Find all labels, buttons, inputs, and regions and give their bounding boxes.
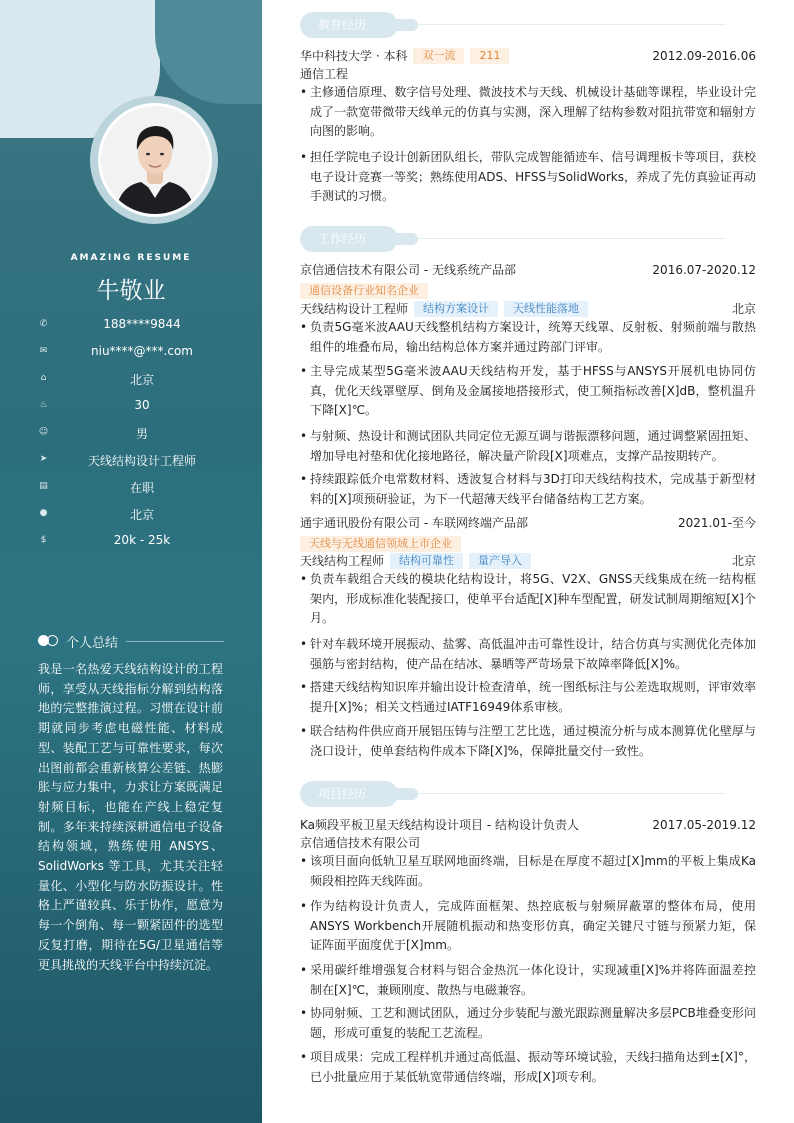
job-company-row <box>300 514 756 532</box>
summary-text: 我是一名热爱天线结构设计的工程师，享受从天线指标分解到结构落地的完整推演过程。习惯在设计前期就同步考虑电磁性能、材料成型、装配工艺与可靠性要求，每次出图前都会重新核算公差链、热膨胀与应力集中，力求让方案既满足射频目标，也能在产线上稳定复制。多年来持续深耕通信电子设备结构领域，熟练使用 ANSYS、SolidWorks 等工具，尤其关注轻量化、小型化与防水防振设计。性格上严谨较真、乐于协作，愿意为每一个倒角、每一颗紧固件的选型反复打磨，期待在5G/卫星通信等更具挑战的天线平台中持续沉淀。 <box>38 662 223 972</box>
list-item: • 主导完成某型5G毫米波AAU天线结构开发，基于HFSS与ANSYS开展机电协同仿真，优化天线罩壁厚、倒角及金属接地搭接形式，使工频指标改善[X]dB，整机温升下降[X]℃。 <box>300 362 756 421</box>
phone-value: 188****9844 <box>103 317 181 331</box>
school-tag: 211 <box>470 48 509 64</box>
dots-icon <box>38 635 58 646</box>
info-phone <box>38 317 228 335</box>
tagline: AMAZING RESUME <box>70 253 192 263</box>
location-value: 北京 <box>129 508 154 522</box>
info-target-role <box>38 452 228 470</box>
education-major: 通信工程 <box>300 67 349 81</box>
industry-tag: 通信设备行业知名企业 <box>300 283 428 299</box>
section-title: 教育经历 <box>300 12 398 38</box>
avatar <box>98 103 212 217</box>
job-role-row <box>300 552 756 570</box>
company-name: 通宇通讯股份有限公司 - 车联网终端产品部 <box>300 516 528 530</box>
send-icon: ➤ <box>39 454 48 464</box>
phone-icon: ✆ <box>39 319 48 329</box>
list-item: • 作为结构设计负责人，完成阵面框架、热控底板与射频屏蔽罩的整体布局，使用ANSYS Workbench开展随机振动和热变形仿真，确定关键尺寸链与预紧力矩，保证阵面平面度优于[X]mm。 <box>300 897 756 956</box>
project-name-row <box>300 816 756 834</box>
job-industry-row <box>300 535 756 553</box>
section-header-work <box>300 226 756 252</box>
list-item: • 担任学院电子设计创新团队组长，带队完成智能循迹车、信号调理板卡等项目，获校电子设计竞赛一等奖；熟练使用ADS、HFSS与SolidWorks，养成了先仿真验证再动手测试的习惯。 <box>300 148 756 207</box>
target-role-value: 天线结构设计工程师 <box>87 454 196 468</box>
education-period: 2012.09-2016.06 <box>652 49 756 63</box>
divider <box>418 793 726 794</box>
school-name: 华中科技大学 · 本科 <box>300 49 408 63</box>
info-gender <box>38 425 228 443</box>
project-org: 京信通信技术有限公司 <box>300 836 421 850</box>
job-period: 2016.07-2020.12 <box>652 263 756 277</box>
info-status <box>38 479 228 497</box>
project-name: Ka频段平板卫星天线结构设计项目 - 结构设计负责人 <box>300 818 579 832</box>
sidebar <box>0 0 262 1123</box>
candidate-name: 牛敬业 <box>96 278 166 304</box>
home-icon: ⌂ <box>40 373 47 383</box>
hometown-value: 北京 <box>129 373 154 387</box>
list-item: • 采用碳纤维增强复合材料与铝合金热沉一体化设计，实现减重[X]%并将阵面温差控制在[X]℃，兼顾刚度、散热与电磁兼容。 <box>300 961 756 1000</box>
project-period: 2017.05-2019.12 <box>652 818 756 832</box>
skill-tag: 结构方案设计 <box>414 301 498 317</box>
section-header-education <box>300 12 756 38</box>
gender-value: 男 <box>135 427 148 441</box>
section-header-projects <box>300 781 756 807</box>
salary-value: 20k - 25k <box>113 533 171 547</box>
info-salary <box>38 533 228 551</box>
list-item: • 负责车载组合天线的模块化结构设计，将5G、V2X、GNSS天线集成在统一结构框架内，形成标准化装配接口，使单平台适配[X]种车型配置，研发试制周期缩短[X]个月。 <box>300 570 756 629</box>
list-item: • 针对车载环境开展振动、盐雾、高低温冲击可靠性设计，结合仿真与实测优化壳体加强筋与密封结构，使产品在结冰、暴晒等严苛场景下故障率降低[X]%。 <box>300 635 756 674</box>
list-item: • 联合结构件供应商开展铝压铸与注塑工艺比选，通过模流分析与成本测算优化壁厚与浇口设计，使单套结构件成本下降[X]%，保障批量交付一致性。 <box>300 722 756 761</box>
list-item: • 持续跟踪低介电常数材料、透波复合材料与3D打印天线结构技术，完成基于新型材料的[X]项预研验证，为下一代超薄天线平台储备结构工艺方案。 <box>300 470 756 509</box>
info-location <box>38 506 228 524</box>
skill-tag: 量产导入 <box>469 553 531 569</box>
job-role: 天线结构工程师 <box>300 554 385 568</box>
age-value: 30 <box>134 398 150 412</box>
school-tag: 双一流 <box>413 48 464 64</box>
sidebar-decoration <box>155 0 262 104</box>
money-icon: $ <box>40 535 47 545</box>
list-item: • 该项目面向低轨卫星互联网地面终端，目标是在厚度不超过[X]mm的平板上集成Ka频段相控阵天线阵面。 <box>300 852 756 891</box>
skill-tag: 结构可靠性 <box>390 553 463 569</box>
job-role: 天线结构设计工程师 <box>300 302 409 316</box>
list-item: • 搭建天线结构知识库并输出设计检查清单，统一图纸标注与公差选取规则，评审效率提升[X]%；相关文档通过IATF16949体系审核。 <box>300 678 756 717</box>
list-item: • 协同射频、工艺和测试团队，通过分步装配与激光跟踪测量解决多层PCB堆叠变形问题，形成可重复的装配工艺流程。 <box>300 1004 756 1043</box>
summary-title: 个人总结 <box>66 636 119 651</box>
list-item: • 负责5G毫米波AAU天线整机结构方案设计，统筹天线罩、反射板、射频前端与散热组件的堆叠布局，输出结构总体方案并通过跨部门评审。 <box>300 318 756 357</box>
briefcase-icon: ▤ <box>39 481 48 491</box>
list-item: • 项目成果：完成工程样机并通过高低温、振动等环境试验，天线扫描角达到±[X]°，已小批量应用于某低轨宽带通信终端，形成[X]项专利。 <box>300 1048 756 1087</box>
company-name: 京信通信技术有限公司 - 无线系统产品部 <box>300 263 516 277</box>
job-role-row <box>300 300 756 318</box>
skill-tag: 天线性能落地 <box>504 301 588 317</box>
cake-icon: ♨ <box>39 400 48 410</box>
gender-icon: ☺ <box>38 427 49 437</box>
job-city: 北京 <box>731 554 756 568</box>
mail-icon: ✉ <box>39 346 48 356</box>
list-item: • 主修通信原理、数字信号处理、微波技术与天线、机械设计基础等课程，毕业设计完成了一款宽带微带天线单元的仿真与实测，深入理解了结构参数对阻抗带宽和辐射方向图的影响。 <box>300 83 756 142</box>
avatar-portrait <box>101 106 209 214</box>
email-value: niu****@***.com <box>91 344 193 358</box>
job-period: 2021.01-至今 <box>678 516 756 530</box>
divider <box>126 641 224 642</box>
education-school-row <box>300 47 756 65</box>
job-company-row <box>300 261 756 279</box>
divider <box>418 24 726 25</box>
info-email <box>38 344 228 362</box>
section-title: 工作经历 <box>300 226 398 252</box>
industry-tag: 天线与无线通信领域上市企业 <box>300 536 461 552</box>
list-item: • 与射频、热设计和测试团队共同定位无源互调与谐振漂移问题，通过调整紧固扭矩、增加导电衬垫和优化接地路径，解决量产阶段[X]项难点，支撑产品按期转产。 <box>300 427 756 466</box>
info-hometown <box>38 371 228 389</box>
divider <box>418 238 726 239</box>
job-city: 北京 <box>731 302 756 316</box>
summary-heading <box>38 632 224 650</box>
info-age <box>38 398 228 416</box>
section-title: 项目经历 <box>300 781 398 807</box>
location-icon: ● <box>39 508 48 518</box>
job-industry-row <box>300 282 756 300</box>
status-value: 在职 <box>129 481 154 495</box>
